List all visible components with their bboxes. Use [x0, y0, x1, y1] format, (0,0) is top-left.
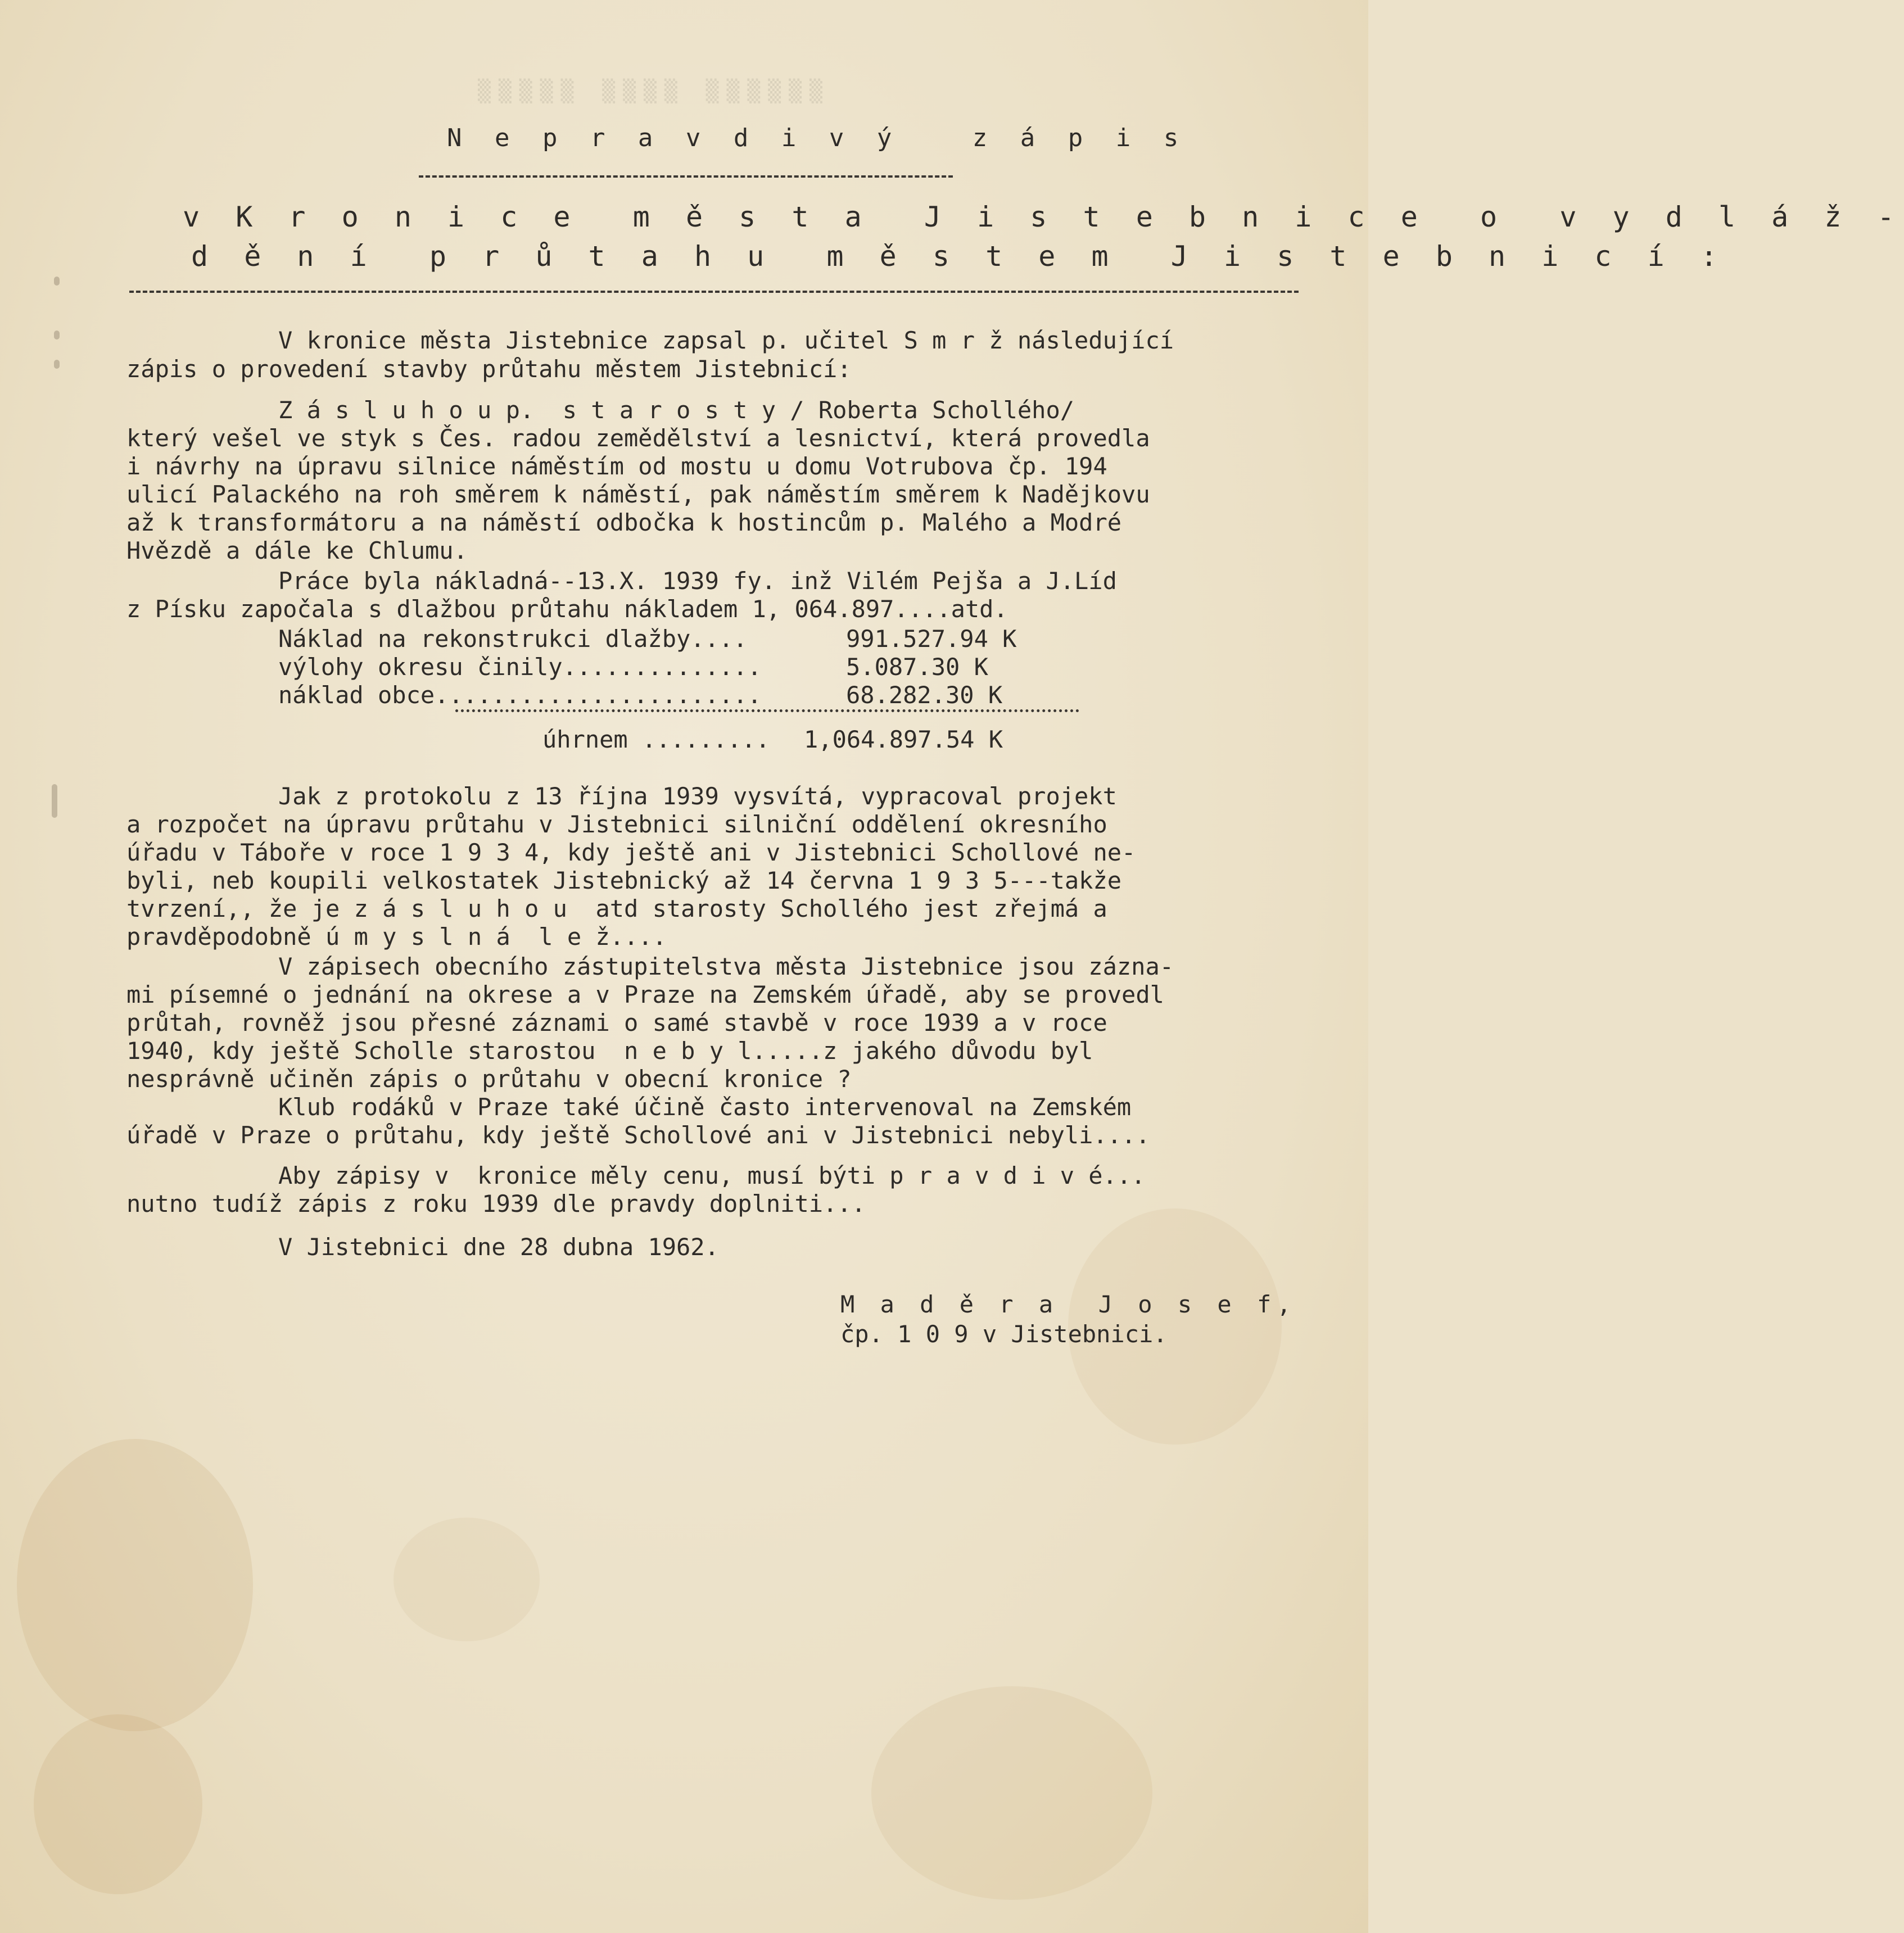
signature-address: čp. 1 0 9 v Jistebnici.: [840, 1320, 1168, 1348]
body-line: a rozpočet na úpravu průtahu v Jistebnici silniční oddělení okresního: [126, 811, 1107, 838]
subtitle-underline: [129, 291, 1299, 293]
body-line: 1940, kdy ještě Scholle starostou n e b y l.....z jakého důvodu byl: [126, 1037, 1093, 1065]
quote-line: Práce byla nákladná--13.X. 1939 fy. inž Vilém Pejša a J.Líd: [278, 567, 1117, 595]
punch-mark: [54, 360, 60, 369]
quote-line: až k transformátoru a na náměstí odbočka k hostincům p. Malého a Modré: [126, 509, 1122, 536]
quote-line: který vešel ve styk s Čes. radou zemědělství a lesnictví, která provedla: [126, 424, 1150, 452]
total-label: úhrnem .........: [542, 726, 770, 753]
total-value: 1,064.897.54 K: [804, 726, 1003, 753]
cost-value: 991.527.94 K: [846, 625, 1017, 653]
quote-line: Z á s l u h o u p. s t a r o s t y / Roberta Schollého/: [278, 396, 1075, 424]
title-underline: [419, 175, 953, 178]
body-line: průtah, rovněž jsou přesné záznami o samé stavbě v roce 1939 a v roce: [126, 1009, 1107, 1036]
body-line: úřadě v Praze o průtahu, kdy ještě Schollové ani v Jistebnici nebyli....: [126, 1121, 1150, 1149]
punch-mark: [54, 277, 60, 286]
body-line: V zápisech obecního zástupitelstva města Jistebnice jsou zázna-: [278, 953, 1174, 980]
subtitle-line: v K r o n i c e m ě s t a J i s t e b n i c e o v y d l á ž -: [183, 201, 1904, 233]
body-line: Klub rodáků v Praze také účině často intervenoval na Zemském: [278, 1093, 1132, 1121]
signature-name: M a d ě r a J o s e f,: [840, 1291, 1297, 1318]
paper-stain: [34, 1714, 202, 1894]
closing-line: nutno tudíž zápis z roku 1939 dle pravdy doplniti...: [126, 1190, 866, 1217]
quote-line: i návrhy na úpravu silnice náměstím od mostu u domu Votrubova čp. 194: [126, 452, 1107, 480]
cost-value: 5.087.30 K: [846, 653, 988, 681]
body-line: pravděpodobně ú m y s l n á l e ž....: [126, 923, 667, 950]
intro-line: zápis o provedení stavby průtahu městem Jistebnicí:: [126, 355, 852, 383]
paper-stain: [394, 1518, 540, 1641]
body-line: Jak z protokolu z 13 října 1939 vysvítá, vypracoval projekt: [278, 782, 1117, 810]
paper-stain: [17, 1439, 253, 1731]
body-line: tvrzení,, že je z á s l u h o u atd starosty Schollého jest zřejmá a: [126, 895, 1107, 922]
body-line: mi písemné o jednání na okrese a v Praze na Zemském úřadě, aby se provedl: [126, 981, 1164, 1008]
quote-line: z Písku započala s dlažbou průtahu nákladem 1, 064.897....atd.: [126, 595, 1008, 623]
punch-mark: [54, 331, 60, 339]
cost-label: výlohy okresu činily..............: [278, 653, 762, 681]
subtitle-line: d ě n í p r ů t a h u m ě s t e m J i s t e b n i c í :: [191, 240, 1727, 273]
body-line: úřadu v Táboře v roce 1 9 3 4, kdy ještě ani v Jistebnici Schollové ne-: [126, 839, 1136, 866]
quote-line: Hvězdě a dále ke Chlumu.: [126, 537, 468, 564]
closing-line: Aby zápisy v kronice měly cenu, musí býti p r a v d i v é...: [278, 1162, 1146, 1189]
date-line: V Jistebnici dne 28 dubna 1962.: [278, 1233, 719, 1261]
body-line: byli, neb koupili velkostatek Jistebnický až 14 června 1 9 3 5---takže: [126, 867, 1122, 894]
paper-stain: [871, 1686, 1152, 1900]
quote-line: ulicí Palackého na roh směrem k náměstí, pak náměstím směrem k Nadějkovu: [126, 481, 1150, 508]
bleed-through-text: ▒▒▒▒▒ ▒▒▒▒ ▒▒▒▒▒▒: [478, 79, 830, 103]
cost-label: náklad obce.......................: [278, 681, 762, 709]
punch-mark: [52, 784, 57, 818]
cost-value: 68.282.30 K: [846, 681, 1003, 709]
page-title: N e p r a v d i v ý z á p i s: [447, 124, 1188, 152]
sum-rule: [455, 709, 1079, 712]
intro-line: V kronice města Jistebnice zapsal p. učitel S m r ž následující: [278, 327, 1174, 354]
cost-label: Náklad na rekonstrukci dlažby....: [278, 625, 748, 653]
body-line: nesprávně učiněn zápis o průtahu v obecní kronice ?: [126, 1065, 852, 1093]
